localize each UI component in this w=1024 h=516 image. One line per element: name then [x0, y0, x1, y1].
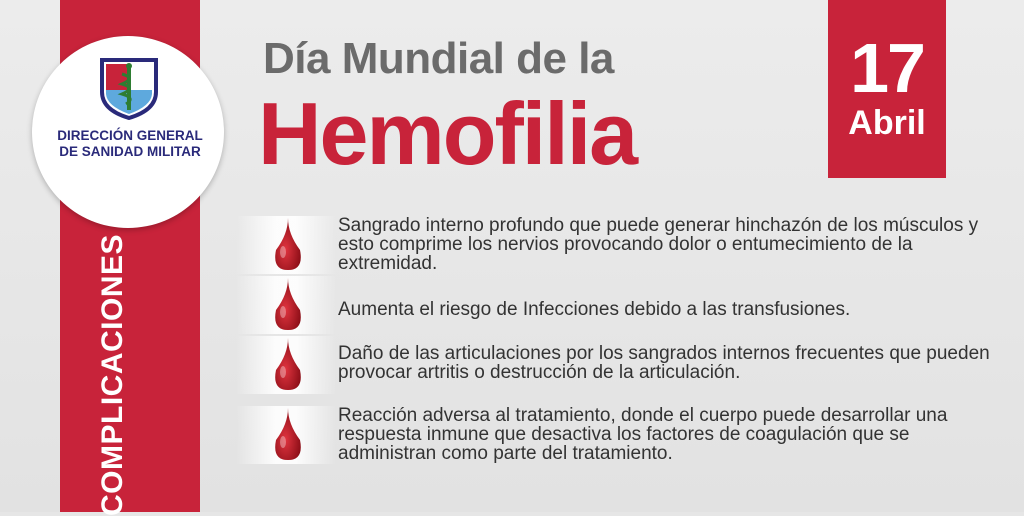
blood-drop-icon	[274, 406, 302, 462]
blood-drop-icon	[274, 216, 302, 272]
date-day: 17	[850, 29, 924, 107]
organization-name-line2: DE SANIDAD MILITAR	[59, 144, 201, 159]
caduceus-shield-icon	[96, 54, 162, 120]
complication-text: Reacción adversa al tratamiento, donde el cuerpo puede desarrollar una respuesta inmune que desactiva los factores de coagulación que se administran como parte del tratamiento.	[338, 405, 948, 464]
organization-name-line1: DIRECCIÓN GENERAL	[57, 128, 203, 143]
drop-shadow-band	[236, 406, 336, 464]
organization-name	[45, 128, 215, 160]
blood-drop-icon	[274, 336, 302, 392]
side-label: COMPLICACIONES	[96, 233, 129, 516]
blood-drop-icon	[274, 276, 302, 332]
date-badge	[828, 0, 946, 178]
title-line1: Día Mundial de la	[263, 34, 614, 83]
complication-text: Sangrado interno profundo que puede generar hinchazón de los músculos y esto comprime los nervios provocando dolor o entumecimiento de la extremidad.	[338, 215, 979, 274]
title-line2: Hemofilia	[258, 84, 637, 183]
complication-text: Daño de las articulaciones por los sangrados internos frecuentes que pueden provocar artritis o destrucción de la articulación.	[338, 343, 990, 383]
drop-shadow-band	[236, 276, 336, 334]
date-month: Abril	[848, 104, 926, 142]
complication-text: Aumenta el riesgo de Infecciones debido a las transfusiones.	[338, 299, 851, 320]
drop-shadow-band	[236, 336, 336, 394]
drop-shadow-band	[236, 216, 336, 274]
